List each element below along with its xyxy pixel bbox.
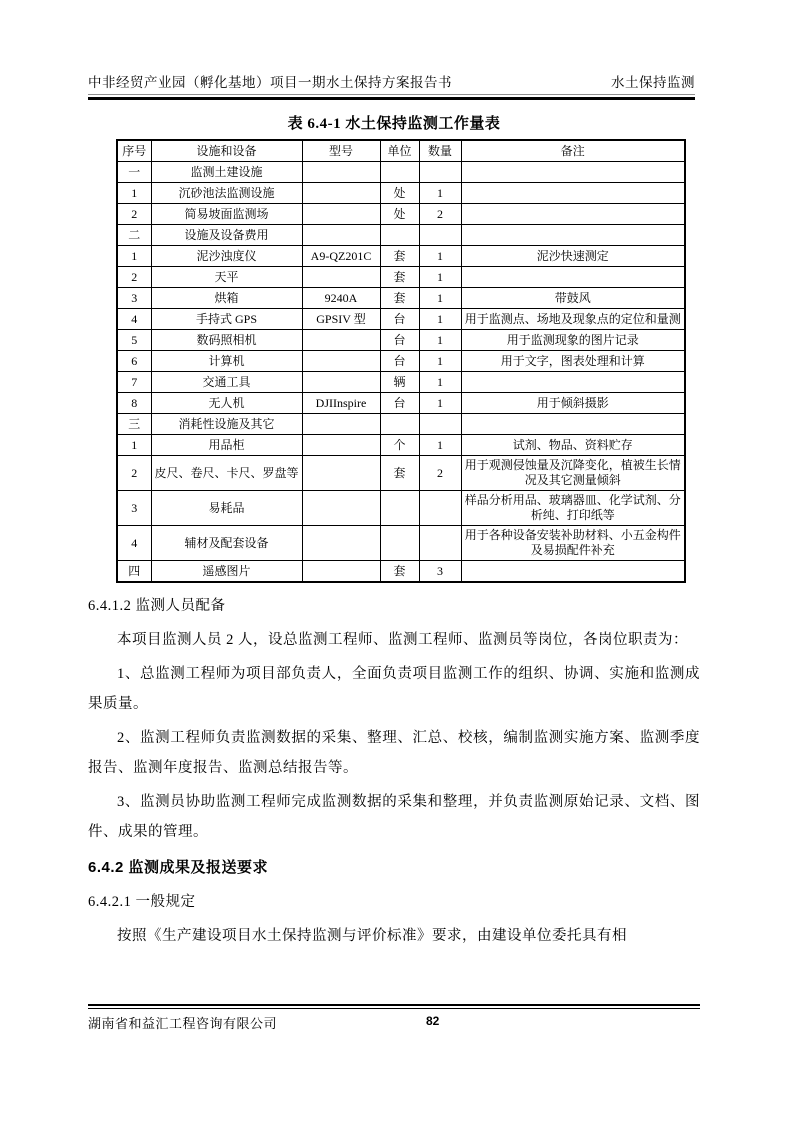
table-cell: 1 — [419, 372, 461, 393]
table-cell: 个 — [380, 435, 419, 456]
column-header: 设施和设备 — [151, 140, 302, 162]
table-cell — [302, 526, 380, 561]
table-cell: 泥沙浊度仪 — [151, 246, 302, 267]
table-cell: 监测土建设施 — [151, 162, 302, 183]
table-cell — [380, 526, 419, 561]
table-cell: 套 — [380, 456, 419, 491]
table-cell — [302, 561, 380, 583]
table-cell: 泥沙快速测定 — [461, 246, 685, 267]
table-cell: 无人机 — [151, 393, 302, 414]
paragraph: 1、总监测工程师为项目部负责人，全面负责项目监测工作的组织、协调、实施和监测成果质量。 — [88, 666, 700, 712]
table-row — [117, 351, 685, 372]
table-row — [117, 309, 685, 330]
table-cell — [302, 351, 380, 372]
table-cell — [302, 435, 380, 456]
table-cell — [419, 162, 461, 183]
table-cell: 3 — [117, 288, 151, 309]
table-cell: 用于文字，图表处理和计算 — [461, 351, 685, 372]
table-cell: 遥感图片 — [151, 561, 302, 583]
body-blocks — [88, 591, 700, 951]
table-row — [117, 330, 685, 351]
table-cell — [461, 225, 685, 246]
column-header: 型号 — [302, 140, 380, 162]
table-cell — [380, 162, 419, 183]
table-cell: 2 — [419, 204, 461, 225]
table-cell: 1 — [117, 246, 151, 267]
table-cell: 1 — [419, 267, 461, 288]
table-cell: 处 — [380, 204, 419, 225]
table-row — [117, 561, 685, 583]
header-left-title: 中非经贸产业园（孵化基地）项目一期水土保持方案报告书 — [88, 75, 452, 90]
table-cell — [302, 183, 380, 204]
table-cell: 2 — [117, 456, 151, 491]
table-cell: 7 — [117, 372, 151, 393]
table-cell — [461, 414, 685, 435]
table-cell: 9240A — [302, 288, 380, 309]
table-cell — [302, 372, 380, 393]
footer-rule — [88, 1004, 700, 1009]
table-row — [117, 491, 685, 526]
worklist-table — [116, 139, 686, 583]
table-row — [117, 526, 685, 561]
table-cell: 四 — [117, 561, 151, 583]
page-content — [88, 112, 700, 955]
table-cell — [302, 225, 380, 246]
table-cell: 用于各种设备安装补助材料、小五金构件及易损配件补充 — [461, 526, 685, 561]
table-title: 表 6.4-1 水土保持监测工作量表 — [287, 116, 501, 132]
table-cell: 4 — [117, 309, 151, 330]
footer-company: 湖南省和益汇工程咨询有限公司 — [88, 1016, 278, 1031]
table-cell: 数码照相机 — [151, 330, 302, 351]
table-row — [117, 183, 685, 204]
table-cell: 二 — [117, 225, 151, 246]
column-header: 序号 — [117, 140, 151, 162]
table-cell: 手持式 GPS — [151, 309, 302, 330]
table-cell: 用于监测点、场地及现象点的定位和量测 — [461, 309, 685, 330]
table-cell: 3 — [117, 491, 151, 526]
table-row — [117, 435, 685, 456]
table-cell — [302, 267, 380, 288]
table-cell: 辆 — [380, 372, 419, 393]
table-cell: DJIInspire — [302, 393, 380, 414]
table-row — [117, 267, 685, 288]
table-row — [117, 204, 685, 225]
table-cell — [302, 456, 380, 491]
table-cell: 1 — [419, 288, 461, 309]
table-cell: 处 — [380, 183, 419, 204]
table-cell — [419, 414, 461, 435]
footer-page-number: 82 — [426, 1014, 440, 1028]
table-cell — [302, 204, 380, 225]
table-cell — [380, 491, 419, 526]
table-cell — [461, 561, 685, 583]
table-cell: 1 — [419, 351, 461, 372]
table-cell: 2 — [117, 204, 151, 225]
table-cell: 套 — [380, 288, 419, 309]
table-row — [117, 288, 685, 309]
table-cell — [302, 162, 380, 183]
table-cell: 1 — [419, 435, 461, 456]
table-cell: 烘箱 — [151, 288, 302, 309]
table-cell: 台 — [380, 351, 419, 372]
table-cell: 6 — [117, 351, 151, 372]
table-cell: 1 — [117, 435, 151, 456]
table-row — [117, 456, 685, 491]
table-cell: 1 — [419, 393, 461, 414]
table-row — [117, 393, 685, 414]
table-row — [117, 372, 685, 393]
table-cell: 1 — [419, 246, 461, 267]
table-cell: 简易坡面监测场 — [151, 204, 302, 225]
section-heading: 6.4.2.1 一般规定 — [88, 894, 196, 910]
table-cell: 消耗性设施及其它 — [151, 414, 302, 435]
paragraph: 本项目监测人员 2 人，设总监测工程师、监测工程师、监测员等岗位，各岗位职责为： — [117, 632, 688, 648]
column-header: 数量 — [419, 140, 461, 162]
table-row — [117, 246, 685, 267]
table-cell: 套 — [380, 561, 419, 583]
table-cell: 沉砂池法监测设施 — [151, 183, 302, 204]
table-cell — [461, 372, 685, 393]
table-cell — [461, 267, 685, 288]
table-cell — [419, 526, 461, 561]
table-cell: 交通工具 — [151, 372, 302, 393]
table-cell: 试剂、物品、资料贮存 — [461, 435, 685, 456]
table-cell: 3 — [419, 561, 461, 583]
table-cell: 用于观测侵蚀量及沉降变化，植被生长情况及其它测量倾斜 — [461, 456, 685, 491]
table-cell: 台 — [380, 309, 419, 330]
table-cell — [380, 414, 419, 435]
table-cell: 2 — [117, 267, 151, 288]
table-cell: 用于监测现象的图片记录 — [461, 330, 685, 351]
table-cell: 5 — [117, 330, 151, 351]
table-body — [117, 162, 685, 583]
paragraph: 2、监测工程师负责监测数据的采集、整理、汇总、校核，编制监测实施方案、监测季度报告、监测年度报告、监测总结报告等。 — [88, 730, 700, 776]
column-header: 单位 — [380, 140, 419, 162]
table-row — [117, 414, 685, 435]
table-cell — [461, 183, 685, 204]
table-row — [117, 225, 685, 246]
table-cell: A9-QZ201C — [302, 246, 380, 267]
table-cell: 套 — [380, 246, 419, 267]
table-cell — [419, 491, 461, 526]
table-cell — [419, 225, 461, 246]
table-cell: 皮尺、卷尺、卡尺、罗盘等 — [151, 456, 302, 491]
table-cell: 三 — [117, 414, 151, 435]
table-cell: 1 — [117, 183, 151, 204]
table-cell: 计算机 — [151, 351, 302, 372]
table-cell: 辅材及配套设备 — [151, 526, 302, 561]
table-cell: 8 — [117, 393, 151, 414]
table-cell: 易耗品 — [151, 491, 302, 526]
table-cell — [302, 330, 380, 351]
table-row — [117, 162, 685, 183]
table-cell — [380, 225, 419, 246]
table-cell — [461, 162, 685, 183]
table-cell: 用于倾斜摄影 — [461, 393, 685, 414]
table-cell: 2 — [419, 456, 461, 491]
table-cell: 1 — [419, 330, 461, 351]
header-rule — [88, 94, 695, 100]
paragraph: 3、监测员协助监测工程师完成监测数据的采集和整理，并负责监测原始记录、文档、图件、成果的管理。 — [88, 794, 700, 840]
section-heading: 6.4.1.2 监测人员配备 — [88, 598, 226, 614]
table-cell: 天平 — [151, 267, 302, 288]
table-cell — [302, 491, 380, 526]
page-header — [88, 71, 695, 91]
table-cell: 用品柜 — [151, 435, 302, 456]
table-cell: 台 — [380, 330, 419, 351]
table-cell: 台 — [380, 393, 419, 414]
table-cell: 套 — [380, 267, 419, 288]
table-cell: 样品分析用品、玻璃器皿、化学试剂、分析纯、打印纸等 — [461, 491, 685, 526]
table-cell — [302, 414, 380, 435]
table-cell: 1 — [419, 309, 461, 330]
section-heading: 6.4.2 监测成果及报送要求 — [88, 859, 269, 876]
column-header: 备注 — [461, 140, 685, 162]
table-cell: 设施及设备费用 — [151, 225, 302, 246]
paragraph: 按照《生产建设项目水土保持监测与评价标准》要求，由建设单位委托具有相 — [117, 928, 627, 944]
table-cell — [461, 204, 685, 225]
table-cell: 1 — [419, 183, 461, 204]
table-cell: GPSIV 型 — [302, 309, 380, 330]
table-cell: 4 — [117, 526, 151, 561]
header-right-title: 水土保持监测 — [611, 75, 695, 90]
table-cell: 带鼓风 — [461, 288, 685, 309]
page-footer — [88, 1013, 700, 1032]
table-header-row — [117, 140, 685, 162]
table-cell: 一 — [117, 162, 151, 183]
